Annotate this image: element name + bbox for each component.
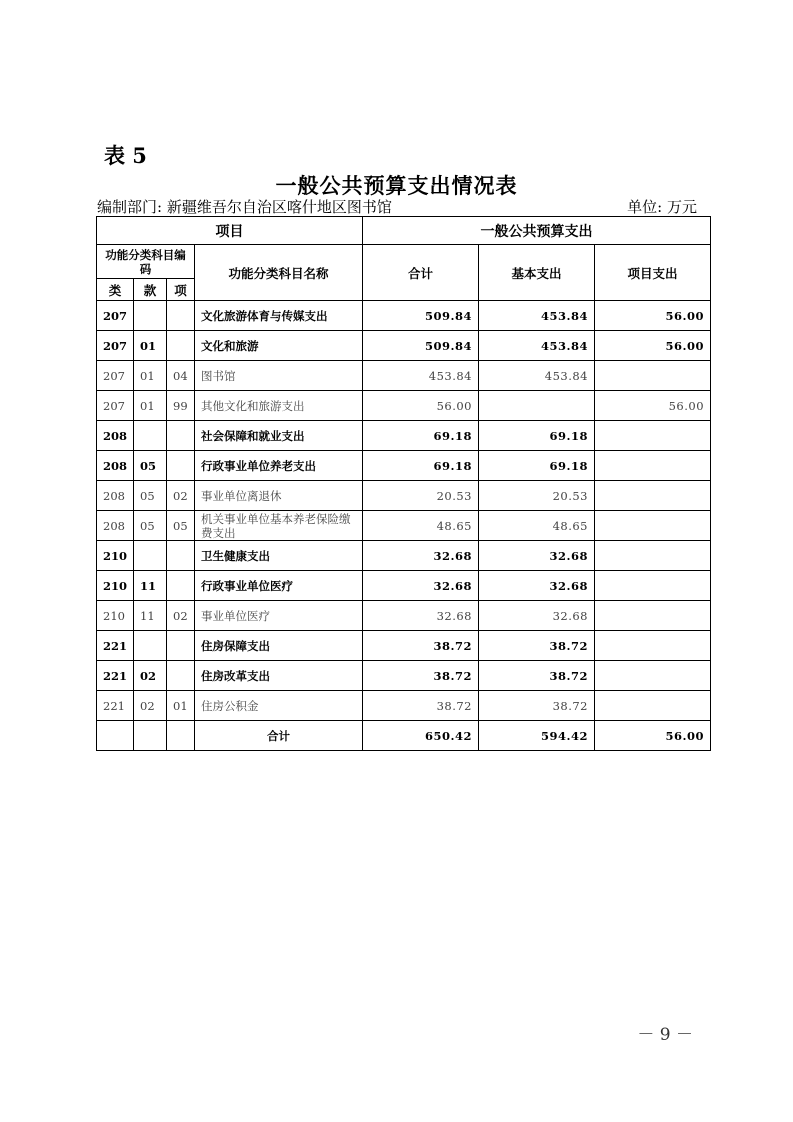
row-section: 05 [134,481,167,511]
row-total: 20.53 [363,481,479,511]
row-item [167,301,195,331]
total-project: 56.00 [595,721,711,751]
row-cat: 208 [97,421,134,451]
row-item: 04 [167,361,195,391]
total-section [134,721,167,751]
table-row [97,451,711,481]
header-project-exp: 项目支出 [595,245,711,301]
row-section [134,301,167,331]
row-item: 02 [167,481,195,511]
row-project: 56.00 [595,391,711,421]
row-cat: 208 [97,451,134,481]
table-row [97,601,711,631]
header-cat: 类 [97,279,134,301]
row-basic: 38.72 [479,631,595,661]
row-project [595,511,711,541]
total-row [97,721,711,751]
row-total: 509.84 [363,331,479,361]
row-name: 图书馆 [195,361,363,391]
row-basic: 453.84 [479,361,595,391]
row-project [595,631,711,661]
row-total: 48.65 [363,511,479,541]
total-label: 合计 [195,721,363,751]
row-total: 453.84 [363,361,479,391]
row-basic: 38.72 [479,691,595,721]
row-section: 02 [134,691,167,721]
row-basic: 453.84 [479,331,595,361]
row-total: 69.18 [363,421,479,451]
total-item [167,721,195,751]
unit-label: 单位: 万元 [627,198,697,216]
row-item: 99 [167,391,195,421]
row-project [595,571,711,601]
header-total: 合计 [363,245,479,301]
row-name: 机关事业单位基本养老保险缴费支出 [195,511,363,541]
row-name: 住房公积金 [195,691,363,721]
total-cat [97,721,134,751]
table-row [97,361,711,391]
total-basic: 594.42 [479,721,595,751]
row-cat: 208 [97,511,134,541]
row-name: 行政事业单位医疗 [195,571,363,601]
row-total: 32.68 [363,541,479,571]
table-row [97,661,711,691]
row-basic: 69.18 [479,451,595,481]
row-cat: 210 [97,541,134,571]
total-sum: 650.42 [363,721,479,751]
row-name: 文化旅游体育与传媒支出 [195,301,363,331]
row-project [595,661,711,691]
row-total: 69.18 [363,451,479,481]
row-name: 事业单位医疗 [195,601,363,631]
row-name: 住房保障支出 [195,631,363,661]
row-total: 56.00 [363,391,479,421]
row-cat: 207 [97,331,134,361]
row-cat: 221 [97,631,134,661]
row-cat: 221 [97,661,134,691]
row-project [595,481,711,511]
row-total: 38.72 [363,661,479,691]
row-basic: 48.65 [479,511,595,541]
table-row [97,331,711,361]
row-name: 卫生健康支出 [195,541,363,571]
table-row [97,421,711,451]
table-row [97,691,711,721]
page-title: 一般公共预算支出情况表 [275,173,518,198]
row-cat: 207 [97,301,134,331]
row-item [167,661,195,691]
row-cat: 210 [97,601,134,631]
row-project [595,691,711,721]
row-cat: 221 [97,691,134,721]
header-func-name: 功能分类科目名称 [195,245,363,301]
row-item [167,571,195,601]
header-section: 款 [134,279,167,301]
row-total: 38.72 [363,631,479,661]
row-total: 38.72 [363,691,479,721]
row-section [134,541,167,571]
row-section: 01 [134,391,167,421]
row-total: 32.68 [363,571,479,601]
row-cat: 207 [97,391,134,421]
row-basic: 69.18 [479,421,595,451]
row-cat: 207 [97,361,134,391]
row-section [134,421,167,451]
department-label: 编制部门: 新疆维吾尔自治区喀什地区图书馆 [97,198,392,216]
row-item [167,631,195,661]
row-item: 01 [167,691,195,721]
budget-table [96,216,711,751]
row-section: 02 [134,661,167,691]
row-item [167,451,195,481]
header-basic: 基本支出 [479,245,595,301]
table-row [97,541,711,571]
table-body [97,301,711,721]
row-basic [479,391,595,421]
row-section: 01 [134,361,167,391]
table-row [97,391,711,421]
row-project [595,361,711,391]
row-project [595,421,711,451]
table-row [97,511,711,541]
row-project: 56.00 [595,331,711,361]
row-item [167,541,195,571]
header-func-code: 功能分类科目编码 [97,245,195,279]
row-section: 05 [134,451,167,481]
row-project: 56.00 [595,301,711,331]
row-basic: 453.84 [479,301,595,331]
row-section: 05 [134,511,167,541]
table-row [97,631,711,661]
row-name: 其他文化和旅游支出 [195,391,363,421]
page-number: － 9 － [637,1025,693,1045]
row-basic: 32.68 [479,571,595,601]
row-project [595,541,711,571]
row-basic: 20.53 [479,481,595,511]
row-section: 11 [134,601,167,631]
row-name: 文化和旅游 [195,331,363,361]
header-general-budget: 一般公共预算支出 [363,217,711,245]
table-row [97,481,711,511]
row-cat: 208 [97,481,134,511]
row-name: 事业单位离退休 [195,481,363,511]
row-basic: 32.68 [479,541,595,571]
row-section: 01 [134,331,167,361]
row-item: 02 [167,601,195,631]
row-basic: 32.68 [479,601,595,631]
row-total: 509.84 [363,301,479,331]
table-row [97,301,711,331]
row-section: 11 [134,571,167,601]
row-item [167,421,195,451]
row-section [134,631,167,661]
row-name: 社会保障和就业支出 [195,421,363,451]
header-project: 项目 [97,217,363,245]
row-name: 住房改革支出 [195,661,363,691]
row-total: 32.68 [363,601,479,631]
table-row [97,571,711,601]
header-item: 项 [167,279,195,301]
row-item [167,331,195,361]
table-number-label: 表 5 [104,143,147,168]
row-project [595,451,711,481]
row-basic: 38.72 [479,661,595,691]
row-item: 05 [167,511,195,541]
row-project [595,601,711,631]
row-name: 行政事业单位养老支出 [195,451,363,481]
row-cat: 210 [97,571,134,601]
